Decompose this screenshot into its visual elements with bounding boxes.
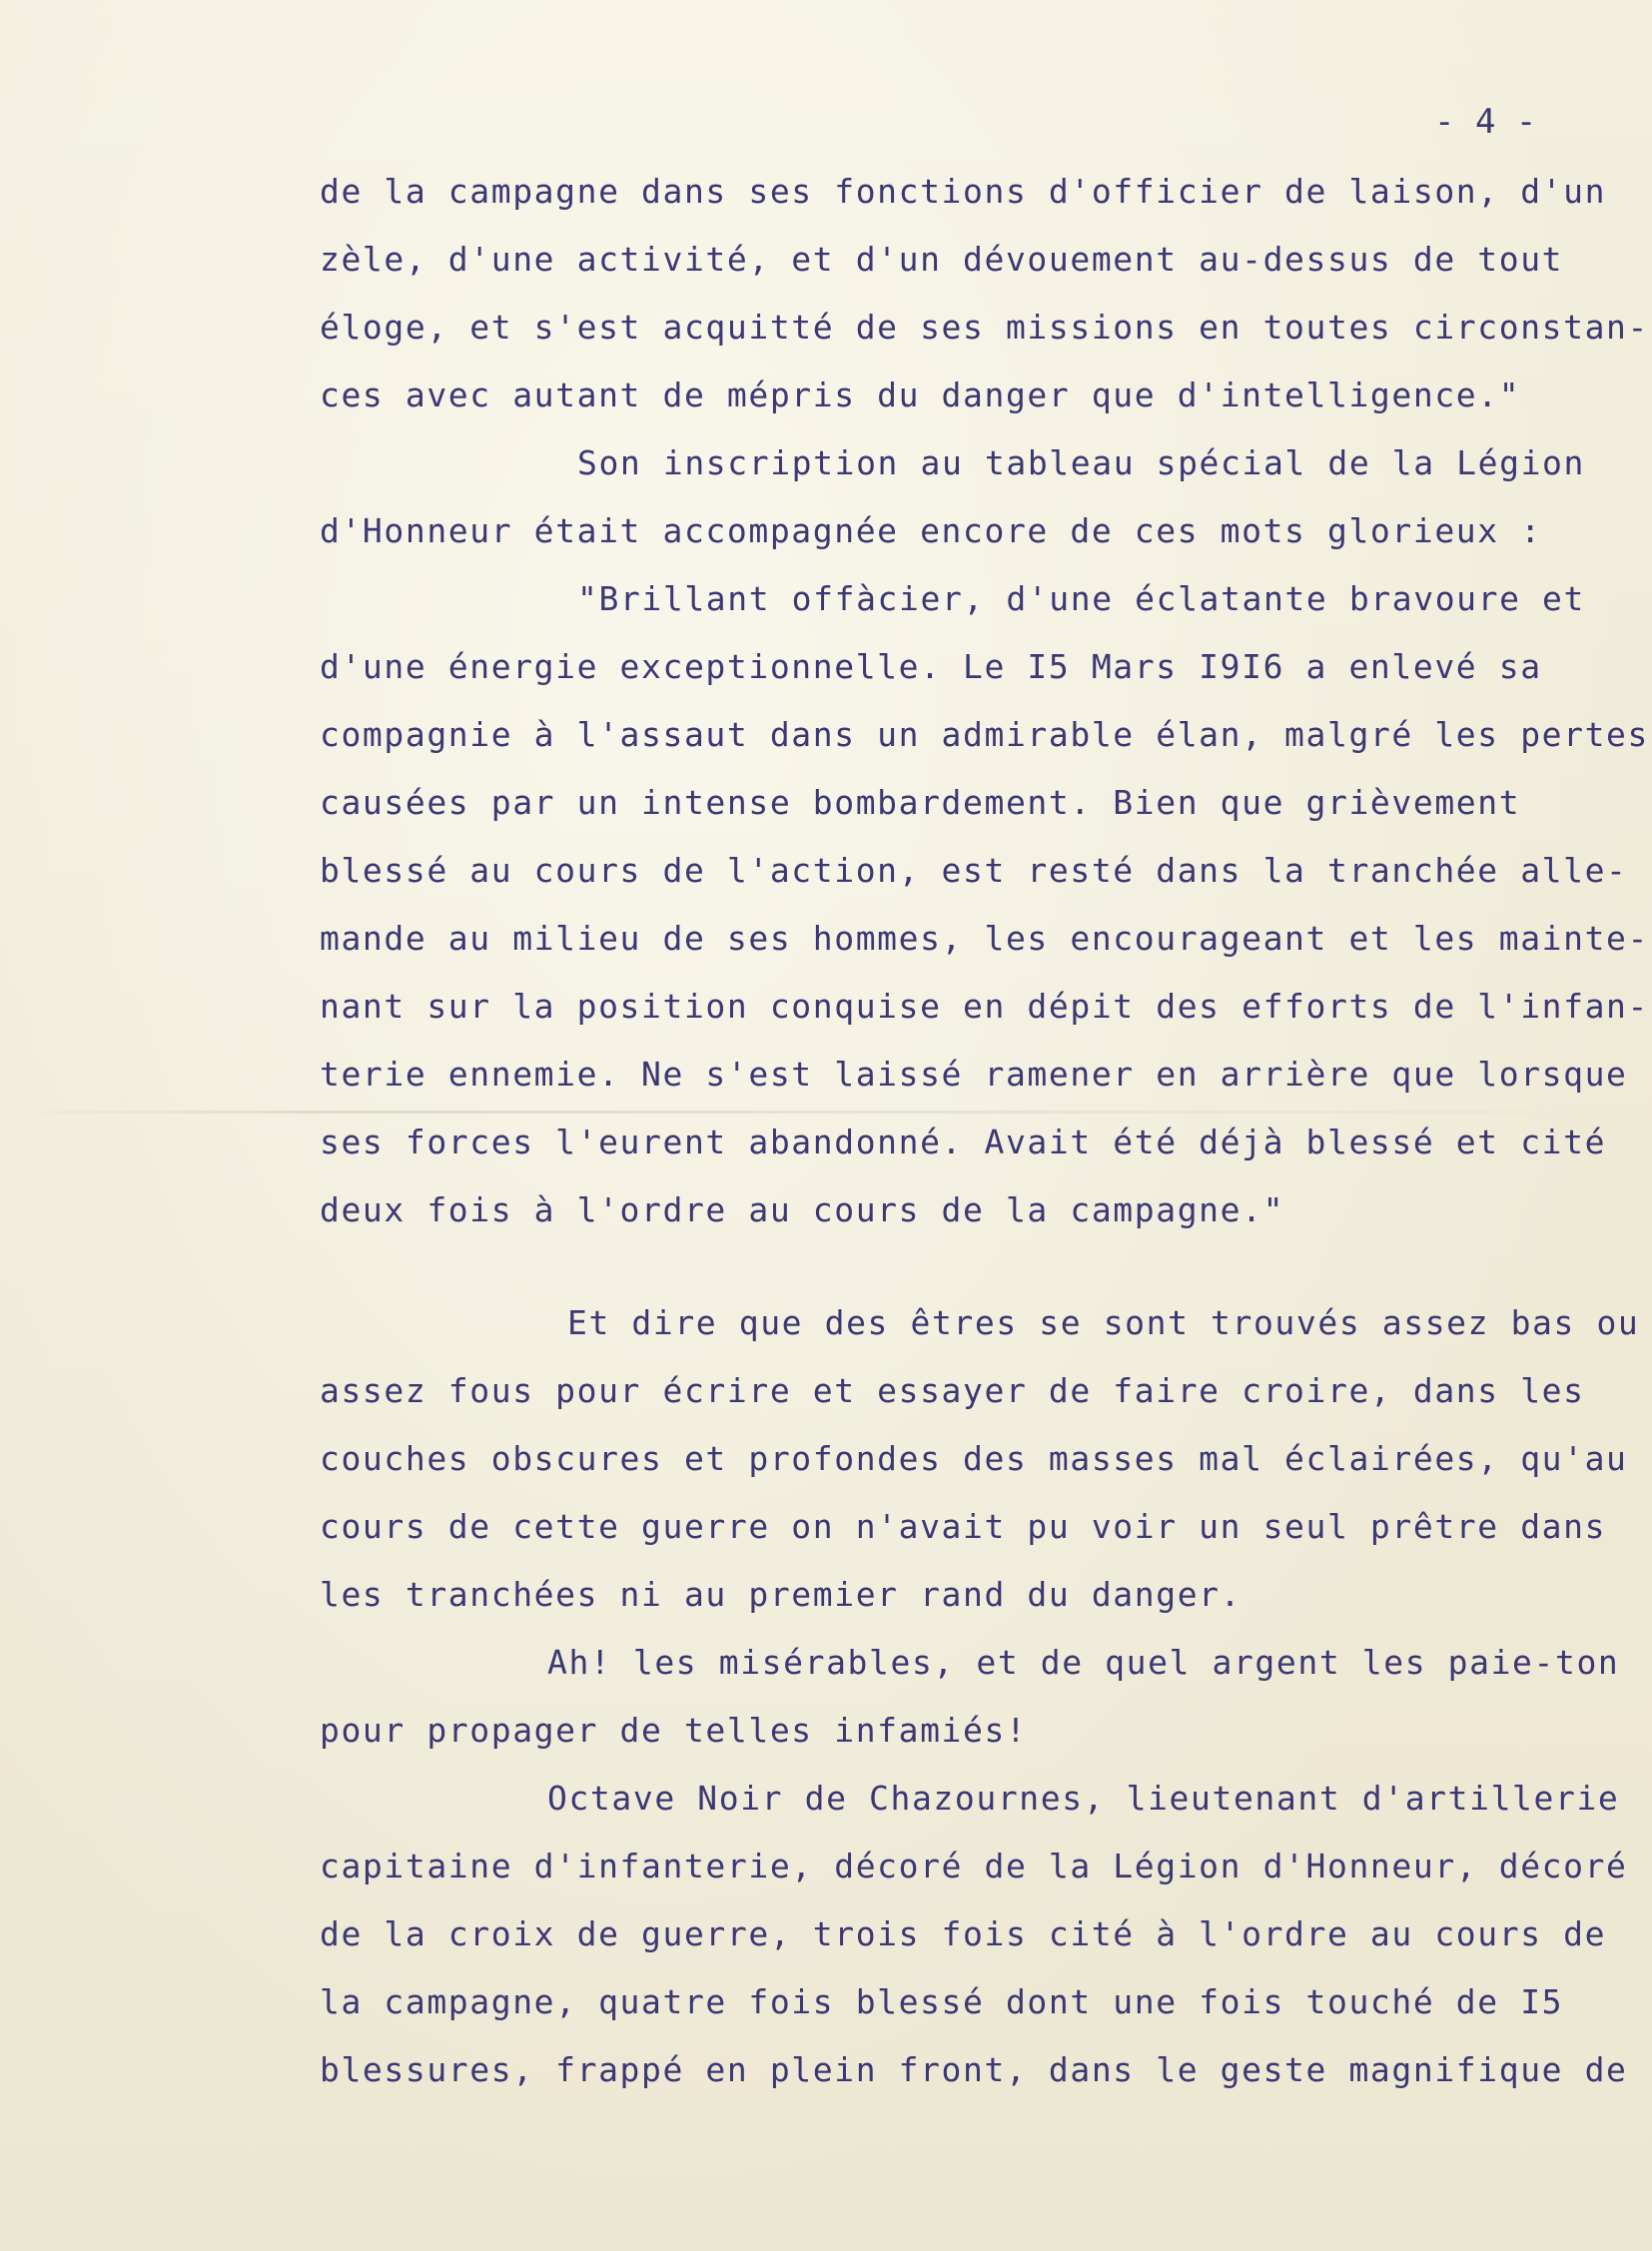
text-line: éloge, et s'est acquitté de ses missions en toutes circonstan- — [320, 308, 1649, 347]
text-line: blessures, frappé en plein front, dans le geste magnifique de — [320, 2050, 1628, 2089]
text-line: deux fois à l'ordre au cours de la campagne." — [320, 1190, 1285, 1229]
text-line: Et dire que des êtres se sont trouvés assez bas ou — [567, 1303, 1640, 1342]
paragraph-gap — [320, 1244, 1608, 1289]
paragraph-octave-noir — [320, 1765, 1628, 2104]
text-line: ses forces l'eurent abandonné. Avait été déjà blessé et cité — [320, 1123, 1607, 1161]
text-line: mande au milieu de ses hommes, les encourageant et les mainte- — [320, 919, 1649, 958]
text-line: "Brillant offàcier, d'une éclatante bravoure et — [577, 579, 1585, 618]
text-line: causées par un intense bombardement. Bien que grièvement — [320, 783, 1521, 822]
text-line: terie ennemie. Ne s'est laissé ramener en arrière que lorsque — [320, 1055, 1628, 1094]
text-line: couches obscures et profondes des masses mal éclairées, qu'au — [320, 1439, 1628, 1478]
paragraph-legion-inscription — [320, 429, 1608, 565]
text-line: les tranchées ni au premier rand du danger. — [320, 1575, 1242, 1614]
paragraph-citation-end — [320, 158, 1649, 429]
text-line: Son inscription au tableau spécial de la Légion — [577, 443, 1585, 482]
text-line: capitaine d'infanterie, décoré de la Légion d'Honneur, décoré — [320, 1847, 1628, 1885]
paragraph-accusation — [320, 1289, 1640, 1629]
text-line: compagnie à l'assaut dans un admirable élan, malgré les pertes — [320, 715, 1649, 754]
paragraph-quoted-citation — [320, 565, 1649, 1244]
text-line: Ah! les misérables, et de quel argent les paie-ton — [547, 1643, 1620, 1682]
text-line: pour propager de telles infamiés! — [320, 1711, 1028, 1750]
text-line: Octave Noir de Chazournes, lieutenant d'artillerie — [547, 1779, 1620, 1818]
text-line: ces avec autant de mépris du danger que d'intelligence." — [320, 375, 1521, 414]
text-line: la campagne, quatre fois blessé dont une fois touché de I5 — [320, 1982, 1564, 2021]
paragraph-exclamation — [320, 1629, 1620, 1765]
text-line: cours de cette guerre on n'avait pu voir un seul prêtre dans — [320, 1507, 1607, 1546]
text-line: d'Honneur était accompagnée encore de ces mots glorieux : — [320, 511, 1542, 550]
text-line: zèle, d'une activité, et d'un dévouement au-dessus de tout — [320, 240, 1564, 279]
text-line: de la campagne dans ses fonctions d'officier de laison, d'un — [320, 172, 1607, 211]
text-line: nant sur la position conquise en dépit des efforts de l'infan- — [320, 987, 1649, 1026]
text-line: d'une énergie exceptionnelle. Le I5 Mars I9I6 a enlevé sa — [320, 647, 1542, 686]
typed-text-body — [320, 158, 1649, 2104]
page-number: - 4 - — [1434, 102, 1537, 142]
text-line: blessé au cours de l'action, est resté dans la tranchée alle- — [320, 851, 1628, 890]
text-line: assez fous pour écrire et essayer de faire croire, dans les — [320, 1371, 1585, 1410]
text-line: de la croix de guerre, trois fois cité à l'ordre au cours de — [320, 1914, 1607, 1953]
